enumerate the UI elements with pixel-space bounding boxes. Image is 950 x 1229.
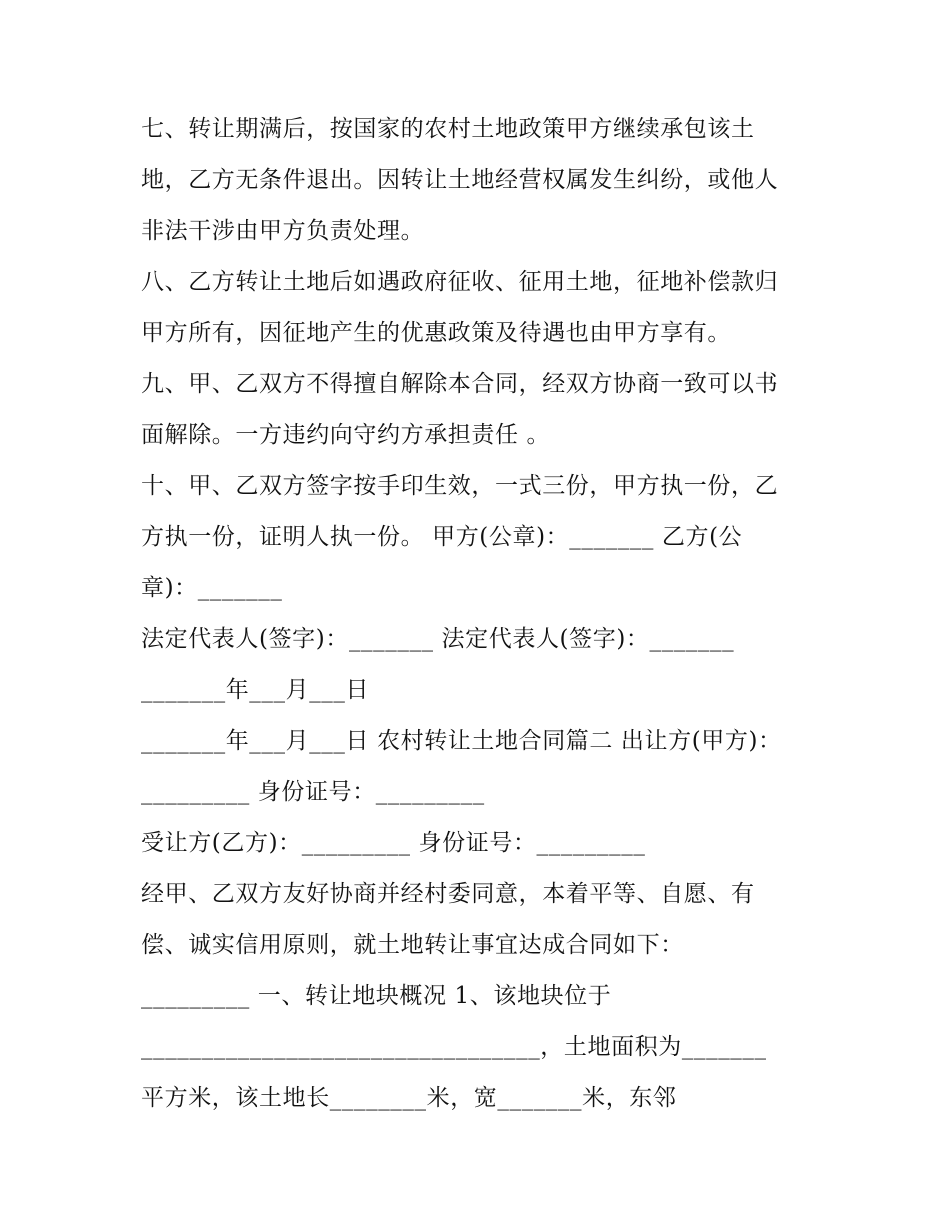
text-line: 受让方(乙方)：_________ 身份证号：_________ <box>141 830 646 856</box>
text-line: 七、转让期满后，按国家的农村土地政策甲方继续承包该土 <box>141 116 755 142</box>
text-line: 甲方所有，因征地产生的优惠政策及待遇也由甲方享有。 <box>141 320 731 346</box>
text-line: 九、甲、乙双方不得擅自解除本合同，经双方协商一致可以书 <box>141 371 779 397</box>
text-line: _________________________________，土地面积为_______ <box>141 1034 767 1060</box>
text-line: 经甲、乙双方友好协商并经村委同意，本着平等、自愿、有 <box>141 881 755 907</box>
text-line: 非法干涉由甲方负责处理。 <box>141 218 425 244</box>
text-line: 十、甲、乙双方签字按手印生效，一式三份，甲方执一份，乙 <box>141 473 779 499</box>
text-line: 地，乙方无条件退出。因转让土地经营权属发生纠纷，或他人 <box>141 167 779 193</box>
text-line: 法定代表人(签字)：_______ 法定代表人(签字)：_______ <box>141 626 735 652</box>
text-line: _________ 身份证号：_________ <box>141 779 485 805</box>
text-line: 八、乙方转让土地后如遇政府征收、征用土地，征地补偿款归 <box>141 269 779 295</box>
text-line: 面解除。一方违约向守约方承担责任 。 <box>141 422 551 448</box>
text-line: _________ 一、转让地块概况 1、该地块位于 <box>141 983 612 1009</box>
document-page <box>141 104 831 1124</box>
text-line: _______年___月___日 <box>141 677 370 703</box>
text-line: _______年___月___日 农村转让土地合同篇二 出让方(甲方)： <box>141 728 782 754</box>
text-line: 平方米，该土地长________米，宽_______米，东邻 <box>141 1085 677 1111</box>
text-line: 方执一份，证明人执一份。 甲方(公章)：_______ 乙方(公 <box>141 524 743 550</box>
text-line: 偿、诚实信用原则，就土地转让事宜达成合同如下： <box>141 932 684 958</box>
text-line: 章)：_______ <box>141 575 283 601</box>
